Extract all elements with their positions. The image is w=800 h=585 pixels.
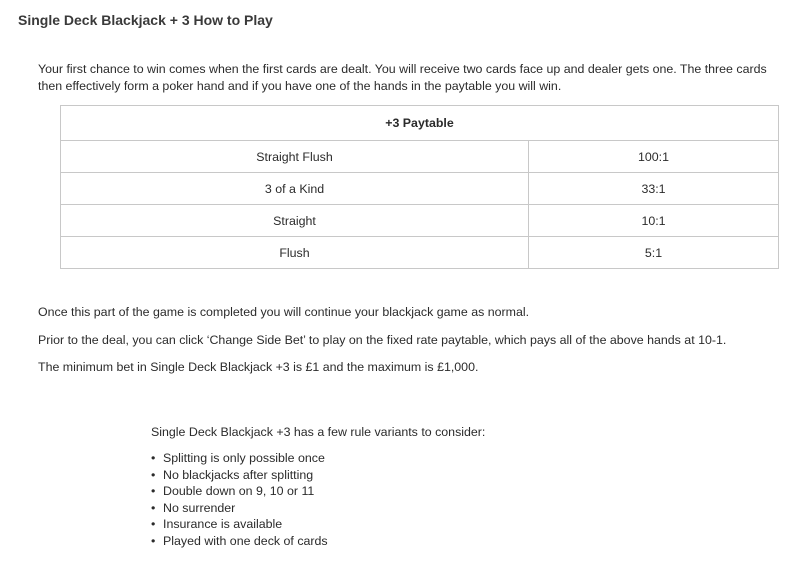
list-item bbox=[151, 533, 328, 550]
payout-cell: 5:1 bbox=[529, 237, 779, 269]
table-row bbox=[61, 237, 779, 269]
hand-cell: Straight bbox=[61, 205, 529, 237]
paytable-header-row bbox=[61, 106, 779, 141]
list-item-text: No blackjacks after splitting bbox=[163, 467, 314, 482]
list-item bbox=[151, 516, 328, 533]
payout-cell: 33:1 bbox=[529, 173, 779, 205]
variants-intro: Single Deck Blackjack +3 has a few rule variants to consider: bbox=[151, 425, 486, 439]
side-bet-paragraph: Prior to the deal, you can click ‘Change Side Bet’ to play on the fixed rate paytable, which pays all of the above hands at 10-1. bbox=[38, 333, 727, 347]
bullet-icon: • bbox=[151, 467, 156, 482]
bullet-icon: • bbox=[151, 517, 156, 531]
list-item-text: Played with one deck of cards bbox=[163, 533, 328, 548]
bullet-icon: • bbox=[151, 533, 156, 548]
list-item bbox=[151, 500, 328, 517]
payout-cell: 10:1 bbox=[529, 205, 779, 237]
bet-limits-paragraph: The minimum bet in Single Deck Blackjack +3 is £1 and the maximum is £1,000. bbox=[38, 360, 479, 374]
bullet-icon: • bbox=[151, 500, 156, 515]
hand-cell: Straight Flush bbox=[61, 141, 529, 173]
game-continue-paragraph: Once this part of the game is completed you will continue your blackjack game as normal. bbox=[38, 305, 530, 319]
list-item bbox=[151, 450, 328, 467]
intro-paragraph: Your first chance to win comes when the first cards are dealt. You will receive two cards face up and dealer gets one. The three cards then effectively form a poker hand and if you have one of the hands in the paytable you will win. bbox=[38, 62, 767, 93]
list-item-text: Splitting is only possible once bbox=[163, 451, 325, 465]
hand-cell: 3 of a Kind bbox=[61, 173, 529, 205]
rule-variants-list bbox=[151, 450, 328, 549]
paytable bbox=[60, 105, 779, 269]
bullet-icon: • bbox=[151, 451, 156, 465]
table-row bbox=[61, 141, 779, 173]
paytable-header: +3 Paytable bbox=[61, 106, 779, 141]
table-row bbox=[61, 173, 779, 205]
list-item bbox=[151, 467, 328, 484]
list-item-text: No surrender bbox=[163, 500, 236, 515]
table-row bbox=[61, 205, 779, 237]
list-item bbox=[151, 483, 328, 500]
bullet-icon: • bbox=[151, 484, 156, 498]
list-item-text: Insurance is available bbox=[163, 517, 283, 531]
hand-cell: Flush bbox=[61, 237, 529, 269]
list-item-text: Double down on 9, 10 or 11 bbox=[163, 484, 315, 498]
payout-cell: 100:1 bbox=[529, 141, 779, 173]
page-title: Single Deck Blackjack + 3 How to Play bbox=[18, 12, 273, 28]
